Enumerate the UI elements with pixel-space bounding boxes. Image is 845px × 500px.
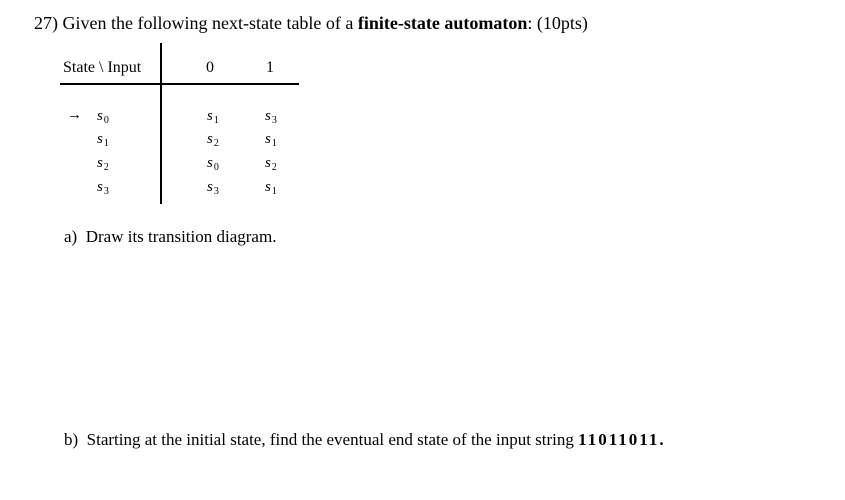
part-a <box>64 227 276 247</box>
table-row-2-state: $s_2$ <box>97 155 109 173</box>
table-row-2-next-on-1: $s_2$ <box>265 155 277 173</box>
part-b-label: b) <box>64 430 79 449</box>
table-corner-header: State \ Input <box>63 59 142 76</box>
question-prefix: Given the following next-state table of a <box>62 13 354 33</box>
start-state-arrow-icon: → <box>67 107 82 123</box>
table-row-1-next-on-1: $s_1$ <box>265 131 277 149</box>
part-a-label: a) <box>64 227 78 246</box>
table-row-3-next-on-1: $s_1$ <box>265 179 277 197</box>
part-a-text: Draw its transition diagram. <box>85 227 277 246</box>
part-b-text: Starting at the initial state, find the eventual end state of the input string <box>86 430 574 449</box>
table-vertical-rule <box>160 43 162 204</box>
table-row-0-next-on-0: $s_1$ <box>207 108 219 126</box>
question-colon: : <box>527 13 533 33</box>
question-bold-term: finite-state automaton <box>357 13 528 33</box>
table-row-0-next-on-1: $s_3$ <box>265 108 277 126</box>
table-row-3-next-on-0: $s_3$ <box>207 179 219 197</box>
table-row-1-next-on-0: $s_2$ <box>207 131 219 149</box>
table-header-input-1: 1 <box>266 59 274 76</box>
table-horizontal-rule <box>60 83 299 85</box>
table-row-3-state: $s_3$ <box>97 179 109 197</box>
question-points: (10pts) <box>536 13 588 33</box>
table-row-2-next-on-0: $s_0$ <box>207 155 219 173</box>
question-text <box>34 13 588 34</box>
part-b-input-string: 11011011. <box>578 430 666 449</box>
table-header-input-0: 0 <box>206 59 214 76</box>
question-number: 27) <box>34 13 58 33</box>
table-row-0-state: $s_0$ <box>97 108 109 126</box>
part-b <box>64 430 666 450</box>
table-row-1-state: $s_1$ <box>97 131 109 149</box>
